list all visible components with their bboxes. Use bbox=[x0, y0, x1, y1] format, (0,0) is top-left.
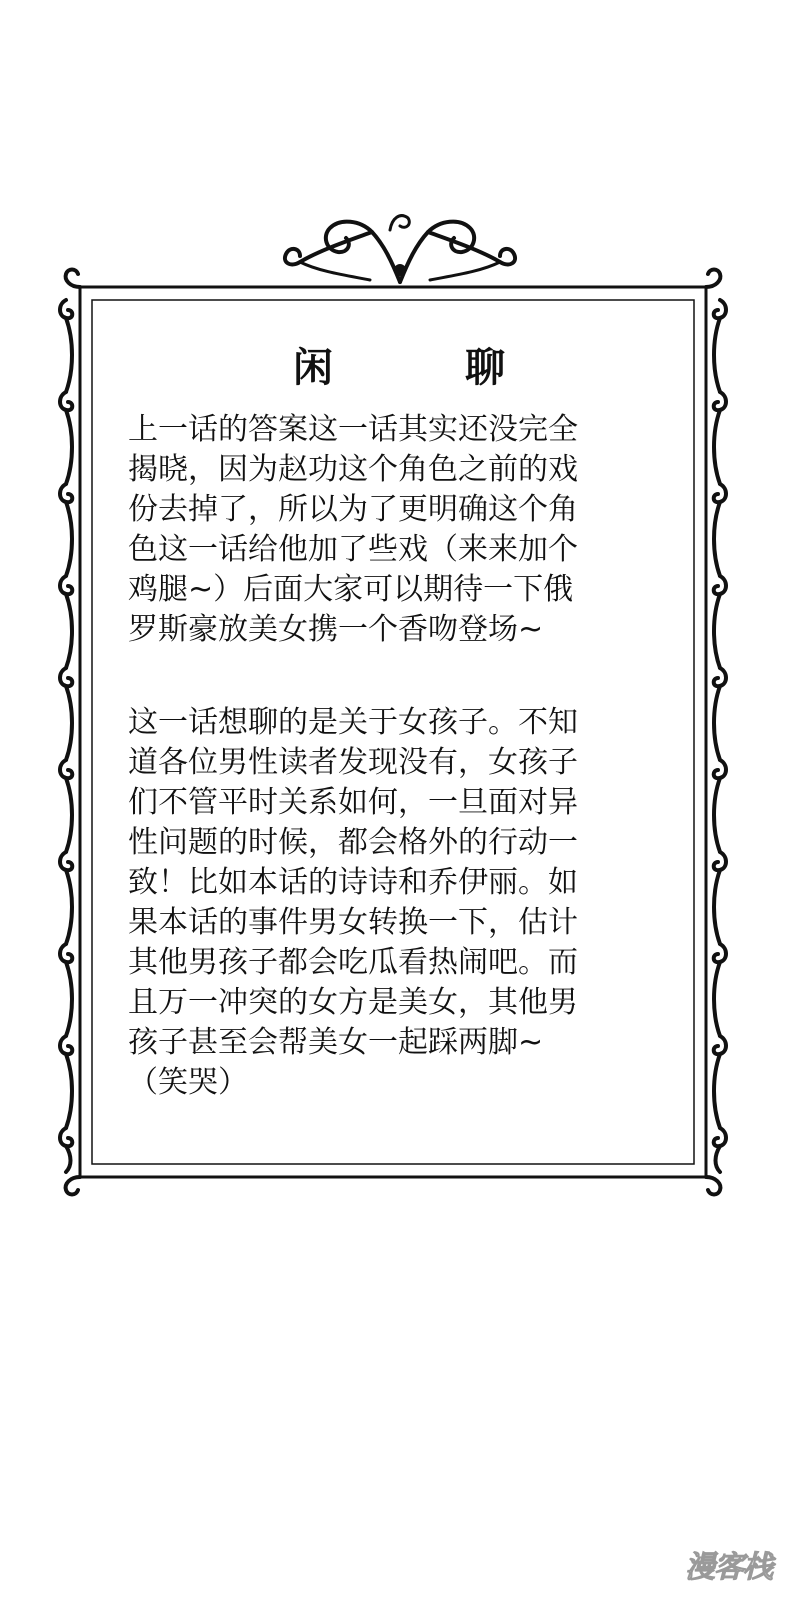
title-char-2: 聊 bbox=[465, 344, 507, 391]
text-line: 这一话想聊的是关于女孩子。不知 bbox=[128, 705, 578, 740]
right-vine bbox=[714, 300, 726, 1172]
text-line: 道各位男性读者发现没有，女孩子 bbox=[128, 745, 578, 780]
text-line: 上一话的答案这一话其实还没完全 bbox=[128, 412, 578, 447]
text-line: 致！比如本话的诗诗和乔伊丽。如 bbox=[128, 865, 578, 900]
text-line: 性问题的时候，都会格外的行动一 bbox=[128, 825, 578, 860]
text-line: 且万一冲突的女方是美女，其他男 bbox=[128, 985, 578, 1020]
text-line: 色这一话给他加了些戏（来来加个 bbox=[128, 532, 578, 567]
text-line: 果本话的事件男女转换一下，估计 bbox=[128, 905, 578, 940]
text-line: 罗斯豪放美女携一个香吻登场~ bbox=[128, 612, 544, 647]
paragraph-answer bbox=[128, 410, 668, 650]
text-line: 揭晓，因为赵功这个角色之前的戏 bbox=[128, 452, 578, 487]
text-line: 孩子甚至会帮美女一起踩两脚~ bbox=[128, 1025, 544, 1060]
paragraph-girls bbox=[128, 703, 668, 1103]
left-vine bbox=[60, 300, 72, 1172]
text-line: 份去掉了，所以为了更明确这个角 bbox=[128, 492, 578, 527]
watermark-logo: 漫客栈 bbox=[685, 1550, 772, 1585]
top-ornament bbox=[285, 216, 515, 282]
text-line: 其他男孩子都会吃瓜看热闹吧。而 bbox=[128, 945, 578, 980]
text-line: （笑哭） bbox=[128, 1065, 248, 1100]
text-line: 们不管平时关系如何，一旦面对异 bbox=[128, 785, 578, 820]
title-char-1: 闲 bbox=[293, 344, 335, 391]
text-line: 鸡腿~）后面大家可以期待一下俄 bbox=[128, 572, 574, 607]
page-title bbox=[0, 336, 800, 393]
